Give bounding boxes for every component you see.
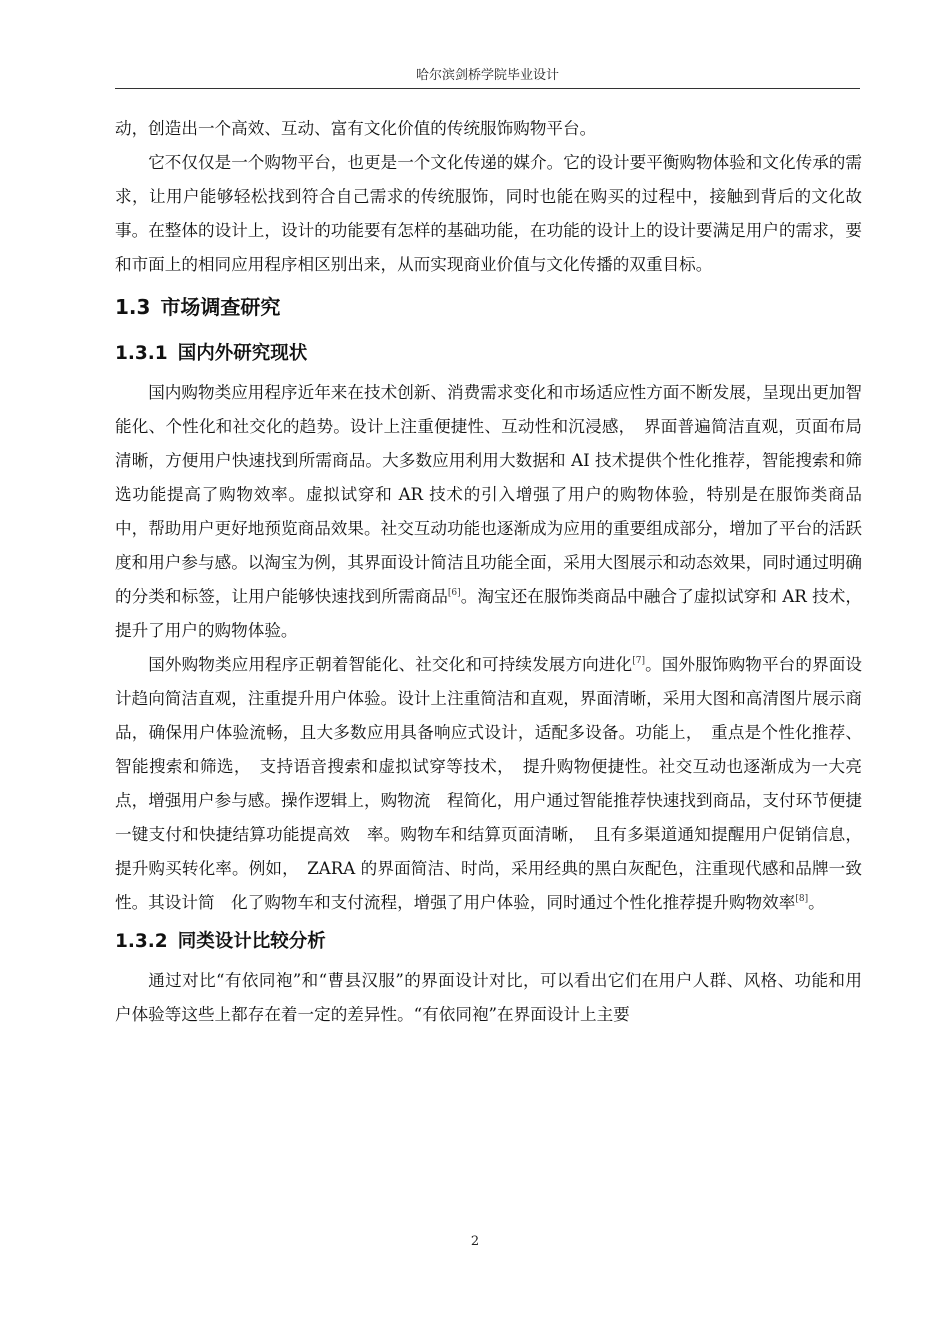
text-run: 。淘宝还在服饰类商品中融合了虚拟试穿和 AR 技术，提升了用户的购物体验。: [115, 587, 863, 640]
subsection-number: 1.3.1: [115, 343, 168, 364]
subsection-heading-1-3-1: [115, 332, 862, 376]
page-number: 2: [470, 1234, 480, 1249]
running-header: 哈尔滨剑桥学院毕业设计: [415, 68, 559, 83]
text-run: 国内购物类应用程序近年来在技术创新、消费需求变化和市场适应性方面不断发展，呈现出更加智能化、个性化和社交化的趋势。设计上注重便捷性、互动性和沉浸感， 界面普遍简洁直观，页面布局清晰，方便用户快速找到所需商品。大多数应用利用大数据和 AI 技术提供个性化推荐，智能搜索和筛选功能提高了购物效率。虚拟试穿和 AR 技术的引入增强了用户的购物体验，特别是在服饰类商品中，帮助用户更好地预览商品效果。社交互动功能也逐渐成为应用的重要组成部分，增加了平台的活跃度和用户参与感。以淘宝为例，其界面设计简洁且功能全面，采用大图展示和动态效果，同时通过明确的分类和标签，让用户能够快速找到所需商品: [115, 383, 862, 606]
subsection-title: 同类设计比较分析: [177, 931, 326, 952]
paragraph-domestic-research: [115, 376, 862, 648]
section-heading-1-3: [115, 282, 862, 332]
subsection-title: 国内外研究现状: [177, 343, 308, 364]
section-number: 1.3: [115, 295, 151, 319]
section-title: 市场调查研究: [160, 295, 281, 319]
page-body: [115, 112, 862, 1032]
text-run: 国外购物类应用程序正朝着智能化、社交化和可持续发展方向进化: [148, 655, 633, 674]
text-run: 。国外服饰购物平台的界面设计趋向简洁直观，注重提升用户体验。设计上注重简洁和直观，界面清晰，采用大图和高清图片展示商品，确保用户体验流畅，且大多数应用具备响应式设计，适配多设备。功能上， 重点是个性化推荐、智能搜索和筛选， 支持语音搜索和虚拟试穿等技术， 提升购物便捷性。社交互动也逐渐成为一大亮点，增强用户参与感。操作逻辑上，购物流 程简化，用户通过智能推荐快速找到商品，支付环节便捷一键支付和快捷结算功能提高效 率。购物车和结算页面清晰， 且有多渠道通知提醒用户促销信息，提升购买转化率。例如， ZARA 的界面简洁、时尚，采用经典的黑白灰配色，注重现代感和品牌一致性。其设计简 化了购物车和支付流程，增强了用户体验，同时通过个性化推荐提升购物效率: [115, 655, 863, 912]
paragraph-foreign-research: [115, 648, 862, 920]
header-divider: [115, 88, 860, 89]
paragraph-design-comparison: 通过对比“有依同袍”和“曹县汉服”的界面设计对比，可以看出它们在用户人群、风格、功能和用户体验等这些上都存在着一定的差异性。“有依同袍”在界面设计上主要: [115, 971, 862, 1024]
subsection-heading-1-3-2: [115, 920, 862, 964]
citation-ref: [8]: [795, 894, 809, 904]
text-run: 。: [808, 893, 825, 912]
paragraph-continuation: 动，创造出一个高效、互动、富有文化价值的传统服饰购物平台。: [115, 119, 597, 138]
citation-ref: [6]: [447, 588, 461, 598]
paragraph-platform-purpose: 它不仅仅是一个购物平台，也更是一个文化传递的媒介。它的设计要平衡购物体验和文化传承的需求，让用户能够轻松找到符合自己需求的传统服饰，同时也能在购买的过程中，接触到背后的文化故事。在整体的设计上，设计的功能要有怎样的基础功能，在功能的设计上的设计要满足用户的需求，要和市面上的相同应用程序相区别出来，从而实现商业价值与文化传播的双重目标。: [115, 153, 862, 274]
citation-ref: [7]: [632, 656, 646, 666]
subsection-number: 1.3.2: [115, 931, 168, 952]
